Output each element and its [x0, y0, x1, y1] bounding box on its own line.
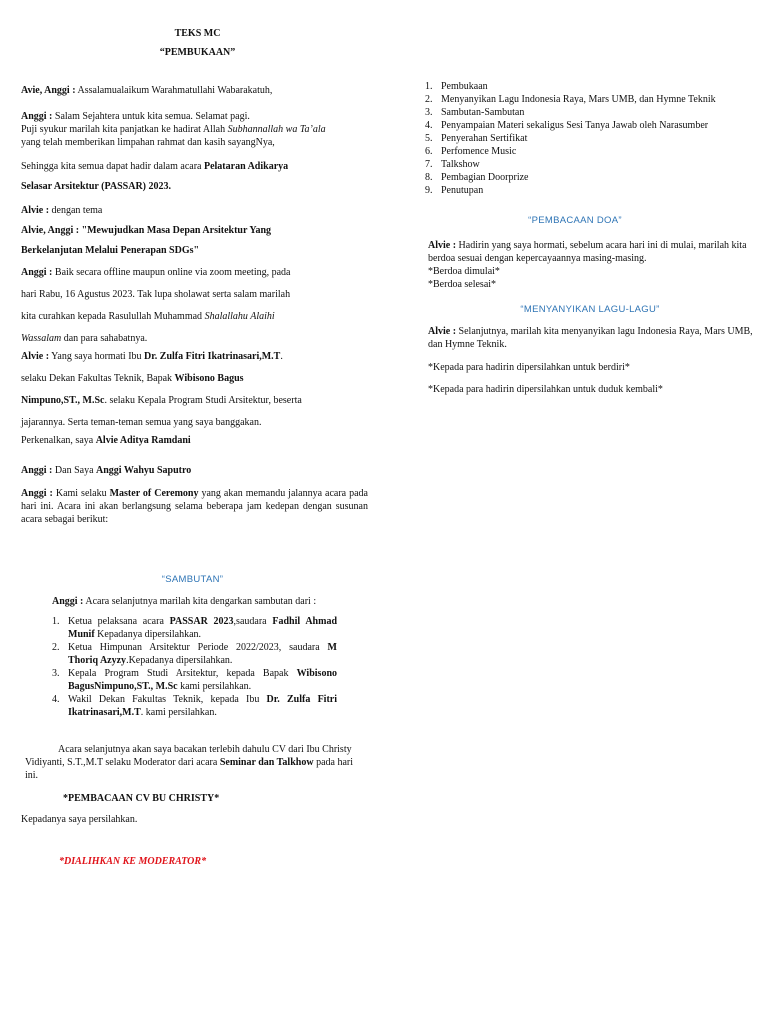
agenda-list: [425, 80, 755, 197]
speaker-label: Alvie :: [21, 351, 50, 362]
agenda-item-number: 1.: [425, 81, 433, 92]
greeting-paragraph: Avie, Anggi : Assalamualaikum Warahmatullahi Wabarakatuh,: [21, 85, 273, 96]
sambutan-list: [52, 615, 337, 719]
cv-reading-note: *PEMBACAAN CV BU CHRISTY*: [63, 793, 220, 804]
cv-paragraph: Acara selanjutnya akan saya bacakan terlebih dahulu CV dari Ibu Christy Vidiyanti, S.T.,M.T selaku Moderator dari acara Seminar dan Talkhow pada hari ini.: [25, 744, 353, 781]
stand-instruction: *Kepada para hadirin dipersilahkan untuk berdiri*: [428, 362, 630, 373]
agenda-item: [425, 106, 755, 119]
sit-instruction: *Kepada para hadirin dipersilahkan untuk duduk kembali*: [428, 384, 663, 395]
agenda-item-number: 7.: [425, 159, 433, 170]
agenda-item-text: Sambutan-Sambutan: [441, 107, 525, 118]
event-paragraph: Sehingga kita semua dapat hadir dalam acara Pelataran Adikarya Selasar Arsitektur (PASSAR) 2023.: [21, 161, 289, 192]
speaker-label: Alvie :: [21, 205, 50, 216]
sambutan-item-text: Kepala Program Studi Arsitektur, kepada Bapak Wibisono BagusNimpuno,ST., M.Sc kami persilahkan.: [68, 668, 337, 692]
sambutan-item-number: 3.: [52, 668, 60, 679]
agenda-item: [425, 132, 755, 145]
doa-paragraph: Alvie : Hadirin yang saya hormati, sebelum acara hari ini di mulai, marilah kita berdoa sesuai dengan kepercayaannya masing-masing. *Berdoa dimulai* *Berdoa selesai*: [428, 240, 747, 290]
agenda-item-number: 4.: [425, 120, 433, 131]
agenda-item-number: 8.: [425, 172, 433, 183]
sambutan-item: [52, 667, 337, 693]
agenda-item: [425, 158, 755, 171]
section-heading-doa: “PEMBACAAN DOA”: [528, 215, 622, 226]
agenda-item-text: Pembukaan: [441, 81, 488, 92]
speaker-label: Anggi :: [21, 465, 53, 476]
opening-paragraph: Anggi : Salam Sejahtera untuk kita semua. Selamat pagi. Puji syukur marilah kita panjatkan ke hadirat Allah Subhannallah wa Ta’ala yang telah memberikan limpahan rahmat dan kasih sayangNya,: [21, 111, 326, 148]
document-title: TEKS MC: [174, 28, 221, 39]
agenda-item-number: 5.: [425, 133, 433, 144]
agenda-item-text: Pembagian Doorprize: [441, 172, 529, 183]
agenda-item-number: 3.: [425, 107, 433, 118]
agenda-item: [425, 171, 755, 184]
sambutan-item: [52, 641, 337, 667]
agenda-item-number: 9.: [425, 185, 433, 196]
section-heading-sambutan: “SAMBUTAN”: [161, 574, 224, 585]
sambutan-item-number: 2.: [52, 642, 60, 653]
handover-note: *DIALIHKAN KE MODERATOR*: [59, 856, 207, 867]
schedule-paragraph: Anggi : Baik secara offline maupun online via zoom meeting, pada hari Rabu, 16 Agustus 2023. Tak lupa sholawat serta salam marilah kita curahkan kepada Rasulullah Muhammad Shalallahu Alaihi Wassalam dan para sahabatnya.: [21, 267, 291, 344]
agenda-item-text: Penyerahan Sertifikat: [441, 133, 528, 144]
lagu-paragraph: Alvie : Selanjutnya, marilah kita menyanyikan lagu Indonesia Raya, Mars UMB, dan Hymne Teknik.: [428, 326, 753, 350]
agenda-item: [425, 184, 755, 197]
theme-paragraph: Alvie, Anggi : "Mewujudkan Masa Depan Arsitektur Yang Berkelanjutan Melalui Penerapan SDGs": [21, 225, 272, 256]
sambutan-item-number: 1.: [52, 616, 60, 627]
sambutan-item-number: 4.: [52, 694, 60, 705]
speaker-label: Alvie :: [428, 240, 457, 251]
sambutan-item-text: Wakil Dekan Fakultas Teknik, kepada Ibu Dr. Zulfa Fitri Ikatrinasari,M.T. kami persilahkan.: [68, 694, 338, 718]
agenda-item: [425, 93, 755, 106]
sambutan-item-text: Ketua Himpunan Arsitektur Periode 2022/2023, saudara M Thoriq Azyzy.Kepadanya dipersilahkan.: [68, 642, 337, 666]
speaker-label: Anggi :: [21, 267, 53, 278]
agenda-item-number: 2.: [425, 94, 433, 105]
sambutan-item-text: Ketua pelaksana acara PASSAR 2023,saudara Fadhil Ahmad Munif Kepadanya dipersilahkan.: [68, 616, 338, 640]
agenda-item-text: Menyanyikan Lagu Indonesia Raya, Mars UMB, dan Hymne Teknik: [441, 94, 716, 105]
section-heading-lagu: “MENYANYIKAN LAGU-LAGU”: [520, 304, 660, 315]
mc-role-paragraph: Anggi : Kami selaku Master of Ceremony yang akan memandu jalannya acara pada hari ini. Acara ini akan berlangsung selama beberapa jam kedepan dengan susunan acara sebagai berikut:: [21, 488, 368, 525]
agenda-item: [425, 119, 755, 132]
agenda-item: [425, 80, 755, 93]
agenda-item: [425, 145, 755, 158]
speaker-label: Alvie :: [428, 326, 457, 337]
speaker-label: Anggi :: [21, 111, 53, 122]
agenda-item-text: Talkshow: [441, 159, 480, 170]
theme-intro-paragraph: Alvie : dengan tema: [21, 205, 103, 216]
agenda-item-text: Perfomence Music: [441, 146, 517, 157]
sambutan-intro: Anggi : Acara selanjutnya marilah kita dengarkan sambutan dari :: [52, 596, 317, 607]
introduction-alvie: Perkenalkan, saya Alvie Aditya Ramdani: [21, 435, 191, 446]
speaker-label: Avie, Anggi :: [21, 85, 76, 96]
agenda-item-number: 6.: [425, 146, 433, 157]
introduction-anggi: Anggi : Dan Saya Anggi Wahyu Saputro: [21, 465, 192, 476]
honored-guests-paragraph: Alvie : Yang saya hormati Ibu Dr. Zulfa Fitri Ikatrinasari,M.T. selaku Dekan Fakultas Teknik, Bapak Wibisono Bagus Nimpuno,ST., M.Sc. selaku Kepala Program Studi Arsitektur, beserta jajarannya. Serta teman-teman semua yang saya banggakan.: [21, 351, 302, 428]
section-heading-pembukaan: “PEMBUKAAN”: [159, 47, 236, 58]
speaker-label: Anggi :: [52, 596, 84, 607]
sambutan-item: [52, 615, 337, 641]
speaker-label: Anggi :: [21, 488, 53, 499]
sambutan-item: [52, 693, 337, 719]
agenda-item-text: Penutupan: [441, 185, 484, 196]
speaker-label: Alvie, Anggi :: [21, 225, 80, 236]
invitation-line: Kepadanya saya persilahkan.: [21, 814, 138, 825]
agenda-item-text: Penyampaian Materi sekaligus Sesi Tanya Jawab oleh Narasumber: [441, 120, 709, 131]
